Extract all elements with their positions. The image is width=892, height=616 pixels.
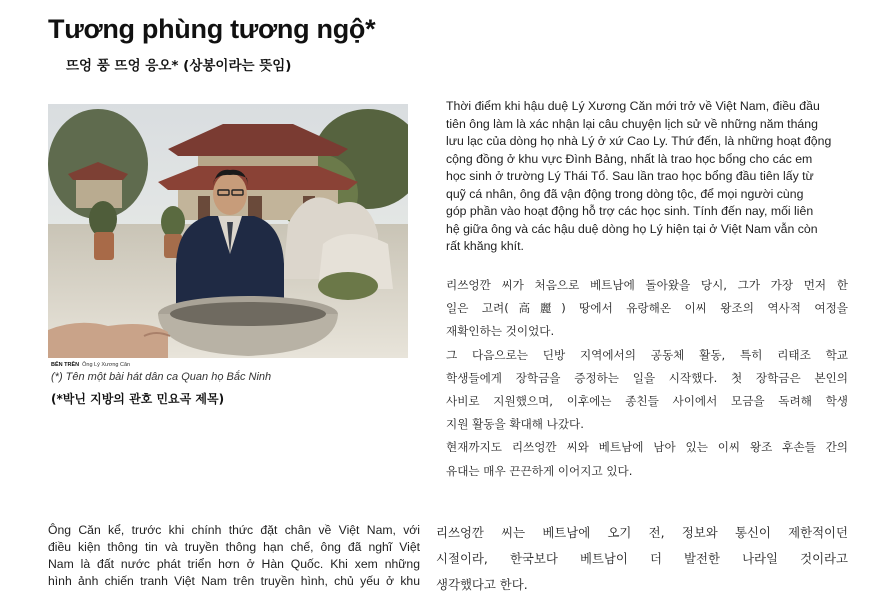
portrait-photo: [48, 104, 408, 358]
text-line: điều kiện thông tin và truyền thông hạn chế, ông đã nghĩ Việt: [48, 540, 420, 554]
text-line: 지원 활동을 확대해 나갔다.: [446, 417, 584, 432]
text-line: 사비로 지원했으며, 이후에는 종친들 사이에서 모금을 독려해 학생: [446, 394, 848, 409]
article-subtitle-korean: 뜨엉 풍 뜨엉 응오* (상봉이라는 뜻임): [66, 58, 292, 74]
text-line: Thời điểm khi hậu duệ Lý Xương Căn mới trở về Việt Nam, điều đầu: [446, 99, 820, 113]
text-line: 시절이라, 한국보다 베트남이 더 발전한 나라일 것이라고: [436, 551, 848, 566]
paragraph-vietnamese-2: [48, 522, 420, 590]
article-title: Tương phùng tương ngộ*: [48, 14, 376, 44]
text-line: quỹ cá nhân, ông đã vận động trong dòng tộc, để mọi người cùng: [446, 186, 804, 201]
text-line: rất khăng khít.: [446, 239, 524, 253]
text-line: hình ảnh chiến tranh Việt Nam trên truyền hình, chủ yếu ở khu: [48, 574, 420, 588]
caption-korean: (*박닌 지방의 관호 민요곡 제목): [51, 392, 225, 406]
text-line: 일은 고려(高麗) 땅에서 유랑해온 이씨 왕조의 역사적 여정을: [446, 301, 848, 316]
paragraph-vietnamese-1: [446, 98, 846, 256]
text-line: Nam là đất nước phát triển hơn ở Hàn Quốc. Khi xem những: [48, 557, 420, 571]
caption-vietnamese: (*) Tên một bài hát dân ca Quan họ Bắc Ninh: [51, 371, 272, 383]
text-line: tiên ông làm là xác nhận lại câu chuyện lịch sử về những năm tháng: [446, 116, 818, 131]
text-line: 재확인하는 것이었다.: [446, 324, 555, 339]
photo-credit-label: BÊN TRÊN: [51, 362, 80, 368]
photo-credit-text: Ông Lý Xương Căn: [82, 362, 131, 368]
text-line: 현재까지도 리쓰엉깐 씨와 베트남에 남아 있는 이씨 왕조 후손들 간의: [446, 440, 848, 455]
text-line: 그 다음으로는 딘방 지역에서의 공동체 활동, 특히 리태조 학교: [446, 347, 848, 362]
text-line: góp phần vào hoạt động hỗ trợ các học sinh. Tính đến nay, mối liên: [446, 204, 814, 218]
paragraph-korean-1: [446, 274, 848, 483]
text-line: Ông Căn kể, trước khi chính thức đặt chân về Việt Nam, với: [48, 523, 420, 537]
paragraph-korean-2: [436, 520, 848, 598]
text-line: học sinh ở trường Lý Thái Tổ. Sau lần trao học bổng đầu tiên lấy từ: [446, 169, 814, 183]
text-line: hệ giữa ông và các hậu duệ dòng họ Lý hiện tại ở Việt Nam vẫn còn: [446, 221, 818, 236]
photo-credit: [51, 362, 130, 368]
text-line: 리쓰엉깐 씨는 베트남에 오기 전, 정보와 통신이 제한적이던: [436, 525, 848, 540]
text-line: cộng đồng ở khu vực Đình Bảng, nhất là trao học bổng cho các em: [446, 151, 813, 166]
text-line: 유대는 매우 끈끈하게 이어지고 있다.: [446, 463, 633, 478]
text-line: 생각했다고 한다.: [436, 577, 528, 592]
text-line: lưu lạc của dòng họ nhà Lý ở xứ Cao Ly. Thứ đến, là những hoạt động: [446, 134, 832, 148]
text-line: 학생들에게 장학금을 증정하는 일을 시작했다. 첫 장학금은 본인의: [446, 370, 848, 385]
photo-illustration: [48, 104, 408, 358]
text-line: 리쓰엉깐 씨가 처음으로 베트남에 돌아왔을 당시, 그가 가장 먼저 한: [446, 278, 848, 292]
